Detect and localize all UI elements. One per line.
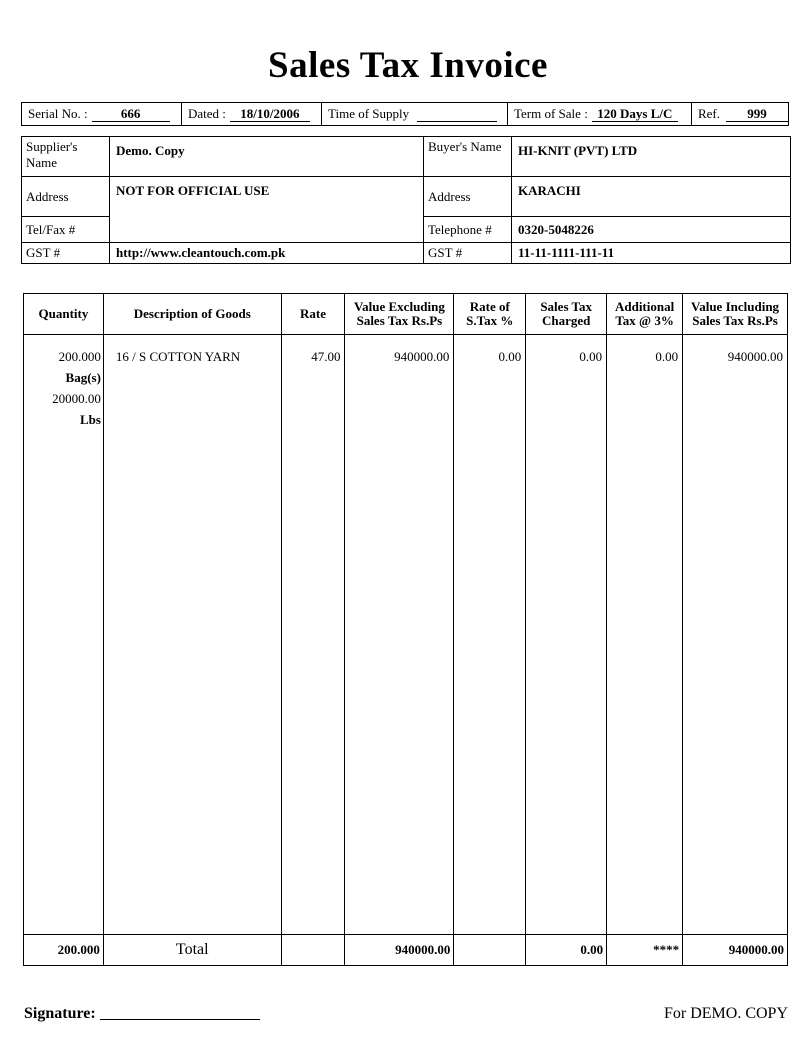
invoice-header-strip — [21, 102, 789, 126]
buyer-tel: 0320-5048226 — [512, 217, 791, 243]
serial-value: 666 — [92, 107, 170, 122]
item-tax-charged: 0.00 — [526, 337, 607, 935]
buyer-tel-label: Telephone # — [424, 217, 512, 243]
total-tax-rate — [454, 935, 526, 966]
item-quantity — [24, 337, 104, 935]
total-additional-tax: **** — [607, 935, 683, 966]
col-tax-rate: Rate of S.Tax % — [454, 294, 526, 335]
buyer-address: KARACHI — [512, 177, 791, 217]
item-value-excluding: 940000.00 — [345, 337, 454, 935]
dated-value: 18/10/2006 — [230, 107, 310, 122]
item-value-including: 940000.00 — [683, 337, 788, 935]
buyer-address-label: Address — [424, 177, 512, 217]
ref-value: 999 — [726, 107, 788, 122]
invoice-title: Sales Tax Invoice — [268, 45, 548, 86]
buyer-gst-label: GST # — [424, 243, 512, 264]
supplier-gst: http://www.cleantouch.com.pk — [110, 243, 424, 264]
item-tax-rate: 0.00 — [454, 337, 526, 935]
total-label: Total — [103, 935, 281, 966]
total-quantity: 200.000 — [24, 935, 104, 966]
col-description: Description of Goods — [103, 294, 281, 335]
term-label: Term of Sale : — [513, 106, 588, 121]
buyer-name: HI-KNIT (PVT) LTD — [512, 137, 791, 177]
serial-label: Serial No. : — [28, 106, 88, 121]
buyer-gst: 11-11-1111-111-11 — [512, 243, 791, 264]
ref-label: Ref. — [697, 106, 720, 121]
total-tax-charged: 0.00 — [526, 935, 607, 966]
total-value-excluding: 940000.00 — [345, 935, 454, 966]
col-quantity: Quantity — [24, 294, 104, 335]
item-additional-tax: 0.00 — [607, 337, 683, 935]
dated-label: Dated : — [188, 106, 226, 121]
signature-label: Signature: — [24, 1005, 96, 1022]
supplier-name-label: Supplier's Name — [22, 137, 110, 177]
signature-line — [100, 1019, 260, 1020]
item-description: 16 / S COTTON YARN — [103, 337, 281, 935]
col-value-including: Value Including Sales Tax Rs.Ps — [683, 294, 788, 335]
col-value-excluding: Value Excluding Sales Tax Rs.Ps — [345, 294, 454, 335]
total-value-including: 940000.00 — [683, 935, 788, 966]
supplier-address-label: Address — [22, 177, 110, 217]
supplier-name: Demo. Copy — [110, 137, 424, 177]
signature-block — [24, 1005, 260, 1023]
col-tax-charged: Sales Tax Charged — [526, 294, 607, 335]
supply-label: Time of Supply — [328, 106, 410, 121]
item-rate: 47.00 — [281, 337, 345, 935]
buyer-name-label: Buyer's Name — [424, 137, 512, 177]
table-row — [24, 337, 788, 935]
col-additional-tax: Additional Tax @ 3% — [607, 294, 683, 335]
item-unit-primary: Bag(s) — [65, 370, 101, 385]
dated-cell — [182, 103, 322, 125]
for-company-label: For DEMO. COPY — [663, 1005, 788, 1022]
supplier-tel-label: Tel/Fax # — [22, 217, 110, 243]
term-value: 120 Days L/C — [592, 107, 678, 122]
item-qty-secondary: 20000.00 — [52, 391, 101, 406]
supplier-gst-label: GST # — [22, 243, 110, 264]
totals-row — [24, 935, 788, 966]
col-rate: Rate — [281, 294, 345, 335]
items-table — [23, 293, 788, 966]
items-header-row — [24, 294, 788, 335]
supply-value — [417, 107, 497, 122]
ref-cell — [692, 103, 788, 125]
item-unit-secondary: Lbs — [79, 412, 101, 427]
serial-cell — [22, 103, 182, 125]
total-rate — [281, 935, 345, 966]
party-info-table — [21, 136, 791, 264]
supplier-address: NOT FOR OFFICIAL USE — [110, 177, 424, 243]
item-qty-primary: 200.000 — [58, 349, 101, 364]
term-cell — [508, 103, 692, 125]
supply-cell — [322, 103, 508, 125]
